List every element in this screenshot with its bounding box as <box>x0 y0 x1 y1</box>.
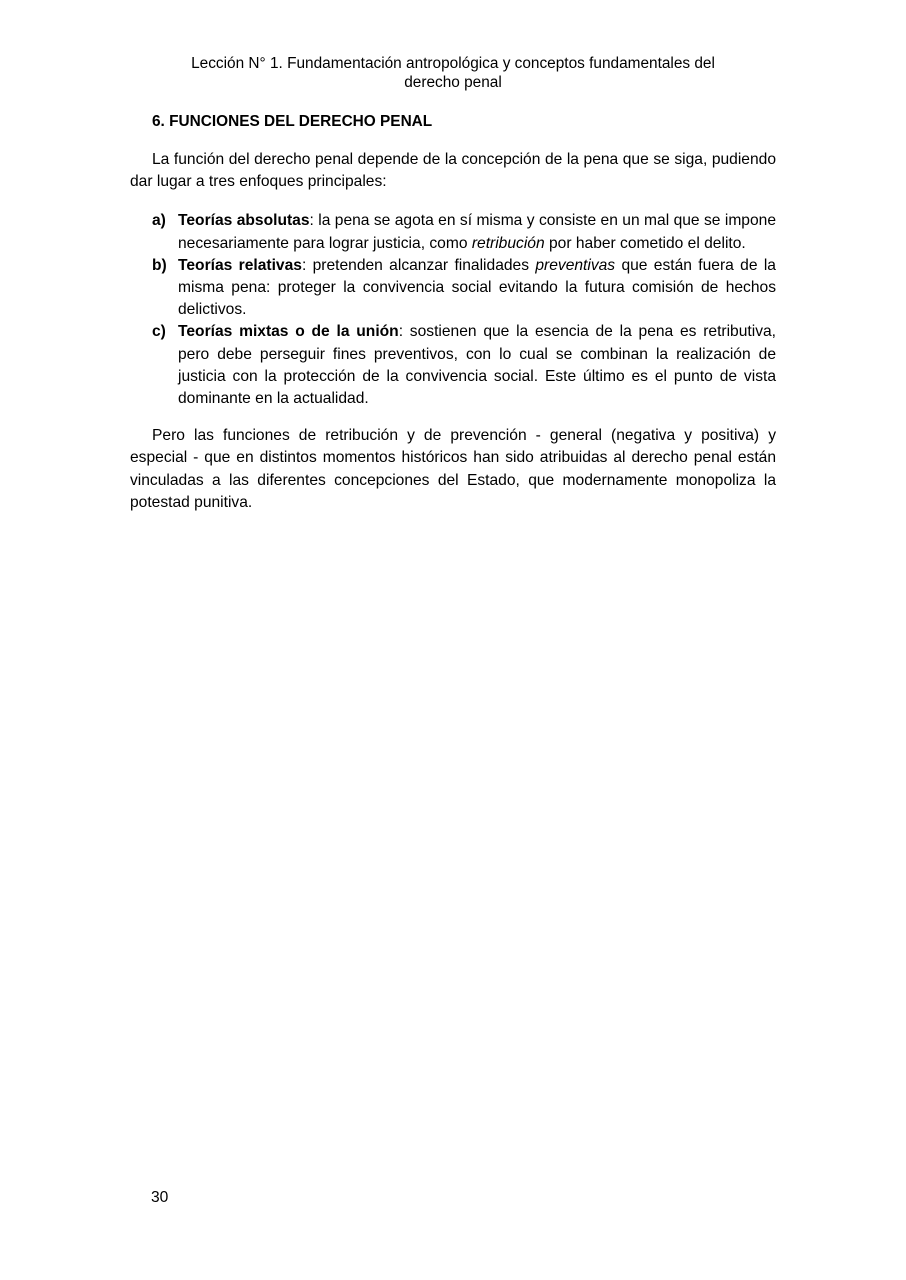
list-item-text: : pretenden alcanzar finalidades <box>301 256 536 274</box>
list-item-term: Teorías absolutas <box>178 212 310 230</box>
list-item-term: Teorías relativas <box>178 256 302 274</box>
list-marker: a) <box>152 212 166 230</box>
page-number: 30 <box>151 1189 169 1206</box>
running-header-line-2: derecho penal <box>404 74 502 91</box>
list-marker: b) <box>152 256 167 274</box>
page-content <box>130 112 776 514</box>
running-header <box>130 54 776 92</box>
section-title: 6. FUNCIONES DEL DERECHO PENAL <box>152 113 433 130</box>
list-item <box>130 321 776 410</box>
list-item-emphasis: preventivas <box>535 256 616 274</box>
list-item-emphasis: retribución <box>471 234 545 252</box>
closing-paragraph: Pero las funciones de retribución y de prevención - general (negativa y positiva) y especial - que en distintos momentos históricos han sido atribuidas al derecho penal están vinculadas a las diferentes concepciones del Estado, que modernamente monopoliza la potestad punitiva. <box>130 427 776 511</box>
list-item <box>130 210 776 254</box>
theories-list <box>130 210 776 410</box>
list-item-text-after: que están fuera de la misma pena: proteger la convivencia social evitando la futura comisión de hechos delictivos. <box>178 256 776 319</box>
list-marker: c) <box>152 323 166 341</box>
intro-paragraph: La función del derecho penal depende de la concepción de la pena que se siga, pudiendo dar lugar a tres enfoques principales: <box>130 151 776 191</box>
list-item-text: : sostienen que la esencia de la pena es retributiva, pero debe perseguir fines preventivos, con lo cual se combinan la realización de justicia con la protección de la convivencia social. Este último es el punto de vista dominante en la actualidad. <box>178 323 777 408</box>
running-header-line-1: Lección N° 1. Fundamentación antropológica y conceptos fundamentales del <box>191 55 715 72</box>
list-item-term: Teorías mixtas o de la unión <box>178 323 399 341</box>
list-item-text-after: por haber cometido el delito. <box>544 234 746 252</box>
list-item-text: : la pena se agota en sí misma y consiste en un mal que se impone necesariamente para lograr justicia, como <box>178 212 777 252</box>
list-item <box>130 255 776 322</box>
